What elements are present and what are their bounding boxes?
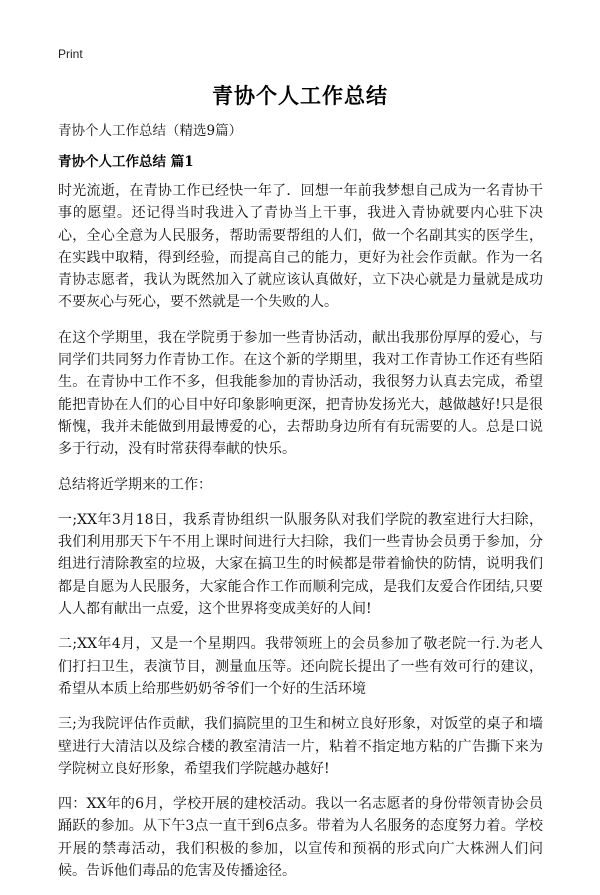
- paragraph-item-1: 一;XX年3月18日，我系青协组织一队服务队对我们学院的教室进行大扫除，我们利用那天下午不用上课时间进行大扫除，我们一些青协会员勇于参加，分组进行清除教室的垃圾，大家在搞卫生的时候都是带着愉快的防情，说明我们都是自愿为人民服务，大家能合作工作而顺利完成，是我们友爱合作团结,只要人人都有献出一点爱，这个世界将变成美好的人间!: [58, 511, 543, 618]
- paragraph-item-4: 四：XX年的6月，学校开展的建校活动。我以一名志愿者的身份带领青协会员踊跃的参加。从下午3点一直干到6点多。带着为人名服务的态度努力着。学校开展的禁毒活动，我们积极的参加，以宣传和预祸的形式向广大株洲人们问候。告诉他们毒品的危害及传播途径。: [58, 796, 543, 880]
- paragraph-summary-lead: 总结将近学期来的工作：: [58, 476, 212, 493]
- section-heading: 青协个人工作总结 篇1: [58, 154, 194, 170]
- paragraph-semester: 在这个学期里，我在学院勇于参加一些青协活动，献出我那份厚厚的爱心，与同学们共同努力作青协工作。在这个新的学期里，我对工作青协工作还有些陌生。在青协中工作不多，但我能参加的青协活动，我很努力认真去完成，希望能把青协在人们的心目中好印象影响更深，把青协发扬光大，越做越好!只是很惭愧，我并未能做到用最博爱的心，去帮助身边所有有玩需要的人。总是口说多于行动，没有时常获得奉献的快乐。: [58, 329, 543, 458]
- print-label[interactable]: Print: [58, 47, 83, 61]
- paragraph-intro: 时光流逝，在青协工作已经快一年了．回想一年前我梦想自己成为一名青协干事的愿望。还记得当时我进入了青协当上干事，我进入青协就要内心驻下决心，全心全意为人民服务，帮助需要帮组的人们，做一个名副其实的医学生，在实践中取精，得到经验，而提高自己的能力，更好为社会作贡献。作为一名青协志愿者，我认为既然加入了就应该认真做好，立下决心就是力量就是成功不要灰心与死心，要不然就是一个失败的人。: [58, 183, 543, 311]
- document-body: [58, 180, 543, 895]
- page-title: 青协个人工作总结: [212, 84, 388, 108]
- document-subtitle: 青协个人工作总结（精选9篇）: [58, 123, 243, 139]
- paragraph-item-2: 二;XX年4月，又是一个星期四。我带领班上的会员参加了敬老院一行.为老人们打扫卫生，表演节目，测量血压等。还向院长提出了一些有效可行的建议，希望从本质上给那些奶奶爷爷们一个好的生活环境: [58, 636, 543, 697]
- paragraph-item-3: 三;为我院评估作贡献，我们搞院里的卫生和树立良好形象，对饭堂的桌子和墙壁进行大清洁以及综合楼的教室清洁一片，粘着不指定地方粘的广告撕下来为学院树立良好形象，希望我们学院越办越好!: [58, 716, 543, 777]
